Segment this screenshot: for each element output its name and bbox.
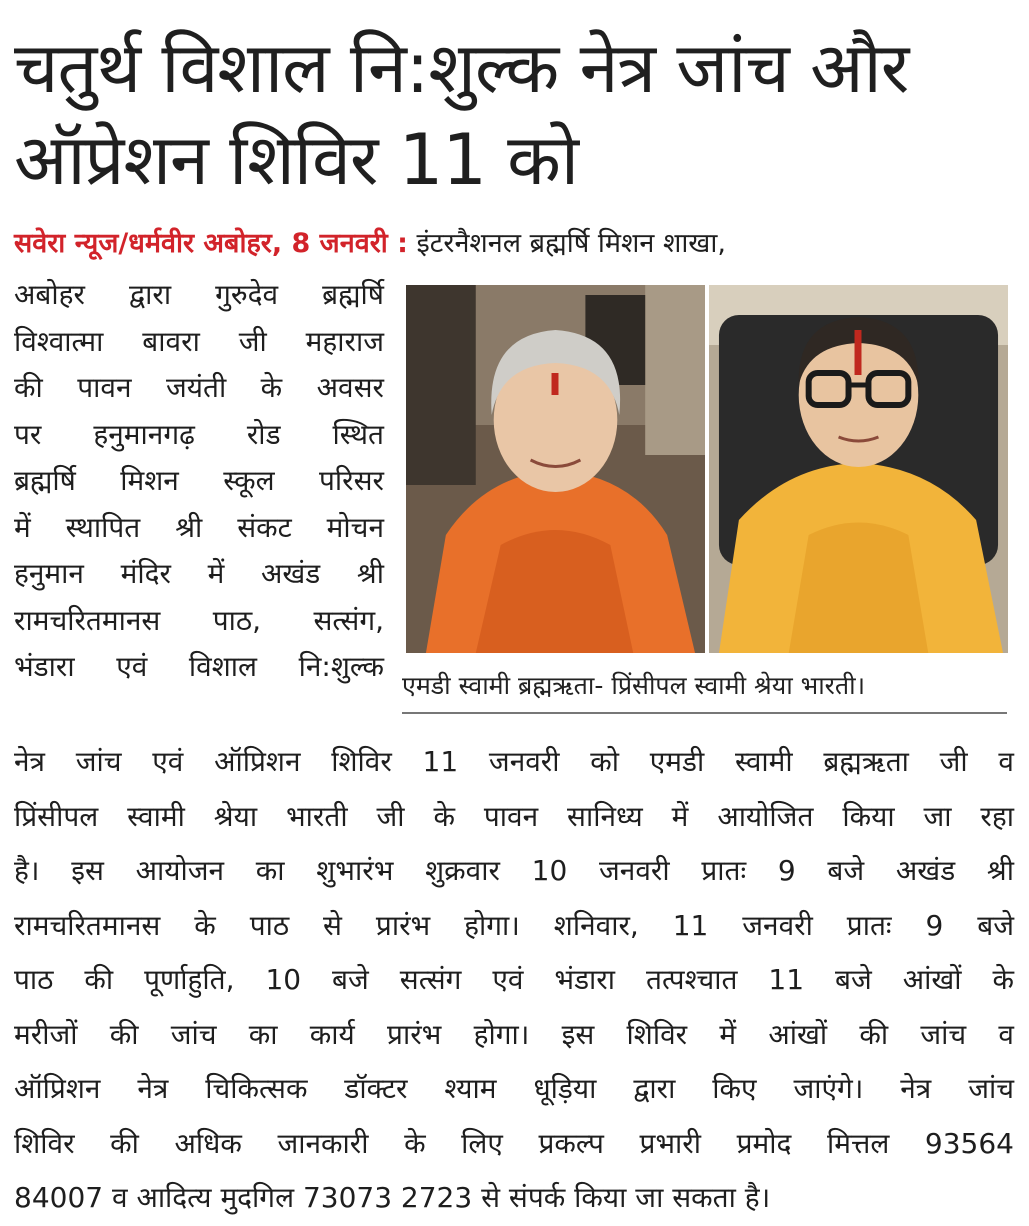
column-line: विश्वात्मा बावरा जी महाराज: [14, 324, 384, 358]
dateline: सवेरा न्यूज/धर्मवीर अबोहर, 8 जनवरी :: [14, 228, 408, 259]
column-line: रामचरितमानस पाठ, सत्संग,: [14, 603, 384, 637]
headline-line-2: ऑप्रेशन शिविर 11 को: [14, 119, 579, 201]
column-line: ब्रह्मर्षि मिशन स्कूल परिसर: [14, 464, 384, 497]
photo-caption: एमडी स्वामी ब्रह्मऋता- प्रिंसीपल स्वामी श्रेया भारती।: [402, 671, 866, 700]
column-text: [14, 272, 384, 691]
photo-pair: [406, 285, 1008, 653]
body-line: रामचरितमानस के पाठ से प्रारंभ होगा। शनिवार, 11 जनवरी प्रातः 9 बजे: [14, 908, 1014, 942]
photo-right-portrait: [709, 285, 1008, 653]
body-line: मरीजों की जांच का कार्य प्रारंभ होगा। इस शिविर में आंखों की जांच व: [14, 1017, 1014, 1051]
body-line: प्रिंसीपल स्वामी श्रेया भारती जी के पावन सानिध्य में आयोजित किया जा रहा: [14, 799, 1014, 833]
caption-divider: [402, 712, 1007, 714]
body-line: ऑप्रिशन नेत्र चिकित्सक डॉक्टर श्याम धूड़िया द्वारा किए जाएंगे। नेत्र जांच: [14, 1072, 1014, 1105]
column-line: में स्थापित श्री संकट मोचन: [14, 510, 384, 544]
column-line: पर हनुमानगढ़ रोड स्थित: [14, 417, 384, 451]
body-line: पाठ की पूर्णाहुति, 10 बजे सत्संग एवं भंडारा तत्पश्चात 11 बजे आंखों के: [14, 963, 1014, 996]
column-line: की पावन जयंती के अवसर: [14, 371, 384, 404]
column-line: भंडारा एवं विशाल नि:शुल्क: [14, 650, 384, 683]
dateline-text: इंटरनैशनल ब्रह्मर्षि मिशन शाखा,: [407, 228, 726, 259]
body-line: 84007 व आदित्य मुदगिल 73073 2723 से संपर्क किया जा सकता है।: [14, 1181, 771, 1214]
column-line: अबोहर द्वारा गुरुदेव ब्रह्मर्षि: [14, 278, 384, 311]
body-line: है। इस आयोजन का शुभारंभ शुक्रवार 10 जनवरी प्रातः 9 बजे अखंड श्री: [14, 854, 1014, 887]
photo-left-portrait: [406, 285, 705, 653]
body-line: नेत्र जांच एवं ऑप्रिशन शिविर 11 जनवरी को एमडी स्वामी ब्रह्मऋता जी व: [14, 745, 1014, 778]
headline: [14, 22, 1014, 206]
dateline-row: [14, 222, 1019, 266]
column-line: हनुमान मंदिर में अखंड श्री: [14, 557, 384, 590]
body-line: शिविर की अधिक जानकारी के लिए प्रकल्प प्रभारी प्रमोद मित्तल 93564: [14, 1126, 1014, 1160]
article-body: [14, 735, 1014, 1226]
headline-line-1: चतुर्थ विशाल नि:शुल्क नेत्र जांच और: [14, 27, 909, 109]
